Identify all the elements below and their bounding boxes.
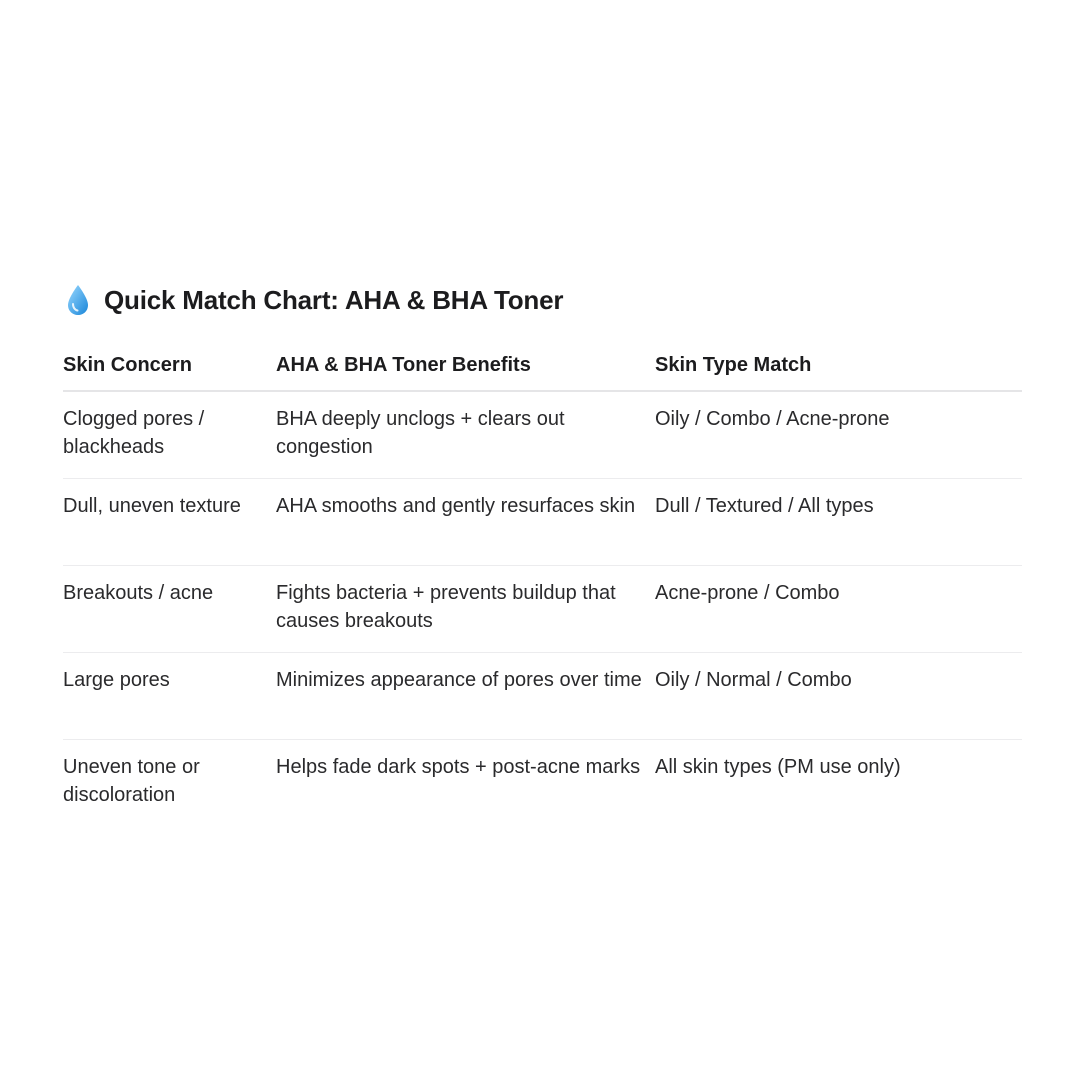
cell-skin-concern: Uneven tone or discoloration (63, 756, 200, 806)
match-chart-table (63, 344, 1022, 826)
table-header-row (63, 344, 1022, 391)
table-row (63, 391, 1022, 479)
cell-benefit: Fights bacteria + prevents buildup that causes breakouts (276, 566, 655, 653)
page-title: Quick Match Chart: AHA & BHA Toner (104, 284, 564, 315)
cell-skin-concern: Dull, uneven texture (63, 479, 276, 566)
chart-heading (66, 284, 563, 316)
cell-skin-type: Oily / Combo / Acne-prone (655, 391, 1022, 479)
water-drop-icon (66, 284, 90, 316)
cell-benefit: Minimizes appearance of pores over time (276, 653, 655, 740)
cell-skin-type: Dull / Textured / All types (655, 479, 1022, 566)
cell-skin-concern: Breakouts / acne (63, 566, 276, 653)
table-row (63, 479, 1022, 566)
column-header-skin-concern: Skin Concern (63, 344, 276, 391)
cell-benefit: BHA deeply unclogs + clears out congestion (276, 391, 655, 479)
cell-skin-concern: Clogged pores / blackheads (63, 391, 276, 479)
table-row (63, 566, 1022, 653)
cell-benefit: AHA smooths and gently resurfaces skin (276, 479, 655, 566)
column-header-skin-type: Skin Type Match (655, 344, 1022, 391)
cell-skin-type: Oily / Normal / Combo (655, 653, 1022, 740)
cell-skin-concern: Large pores (63, 653, 276, 740)
table-row (63, 740, 1022, 827)
cell-skin-type: Acne-prone / Combo (655, 566, 1022, 653)
cell-benefit: Helps fade dark spots + post-acne marks (276, 756, 641, 778)
table-row (63, 653, 1022, 740)
cell-skin-type: All skin types (PM use only) (655, 756, 901, 778)
column-header-benefits: AHA & BHA Toner Benefits (276, 344, 655, 391)
